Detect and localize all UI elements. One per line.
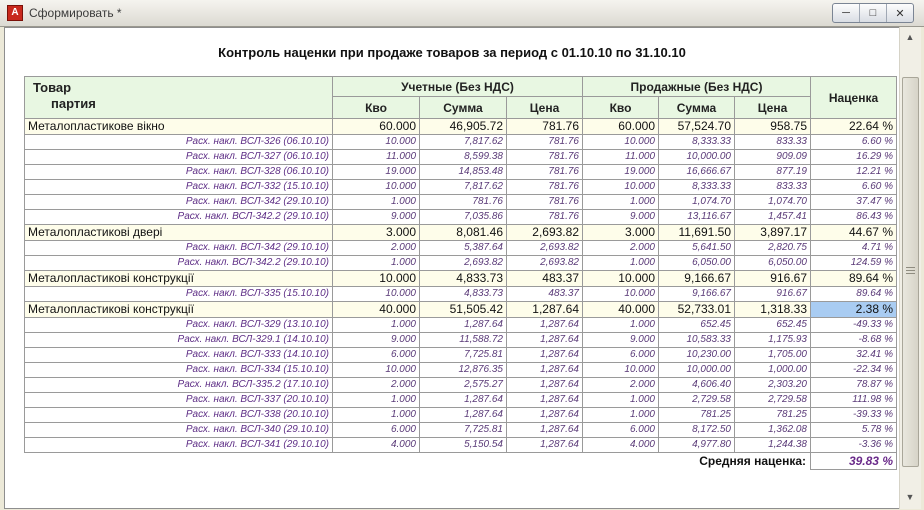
cell-sales-qty: 4.000 xyxy=(583,438,659,453)
cell-sales-price: 781.25 xyxy=(735,408,811,423)
cell-accounting-price: 1,287.64 xyxy=(507,408,583,423)
cell-sales-qty: 1.000 xyxy=(583,318,659,333)
cell-sales-price: 958.75 xyxy=(735,119,811,135)
cell-sales-price: 1,457.41 xyxy=(735,210,811,225)
cell-accounting-sum: 7,035.86 xyxy=(420,210,507,225)
minimize-icon: ─ xyxy=(842,7,850,19)
cell-name: Расх. накл. ВСЛ-329.1 (14.10.10) xyxy=(25,333,333,348)
cell-sales-sum: 6,050.00 xyxy=(659,256,735,271)
average-markup-label: Средняя наценка: xyxy=(699,454,806,469)
batch-row[interactable] xyxy=(25,135,897,150)
cell-markup: -39.33 % xyxy=(811,408,897,423)
cell-name: Расх. накл. ВСЛ-332 (15.10.10) xyxy=(25,180,333,195)
cell-sales-sum: 781.25 xyxy=(659,408,735,423)
cell-sales-sum: 1,074.70 xyxy=(659,195,735,210)
batch-row[interactable] xyxy=(25,195,897,210)
cell-accounting-sum: 7,817.62 xyxy=(420,135,507,150)
header-batch-label: партия xyxy=(51,96,96,111)
cell-markup: -22.34 % xyxy=(811,363,897,378)
window-controls xyxy=(832,3,914,23)
cell-sales-price: 909.09 xyxy=(735,150,811,165)
cell-sales-price: 916.67 xyxy=(735,287,811,302)
cell-accounting-price: 781.76 xyxy=(507,150,583,165)
cell-sales-price: 916.67 xyxy=(735,271,811,287)
header-sales-price: Цена xyxy=(735,97,811,119)
cell-accounting-qty: 1.000 xyxy=(333,393,420,408)
cell-accounting-qty: 1.000 xyxy=(333,408,420,423)
cell-sales-sum: 10,000.00 xyxy=(659,363,735,378)
close-button[interactable] xyxy=(887,4,913,22)
batch-row[interactable] xyxy=(25,393,897,408)
report-title: Контроль наценки при продаже товаров за период с 01.10.10 по 31.10.10 xyxy=(218,45,686,60)
cell-accounting-qty: 10.000 xyxy=(333,287,420,302)
scroll-down-icon[interactable]: ▼ xyxy=(905,492,915,502)
cell-name: Расх. накл. ВСЛ-334 (15.10.10) xyxy=(25,363,333,378)
cell-accounting-price: 1,287.64 xyxy=(507,333,583,348)
cell-accounting-sum: 8,081.46 xyxy=(420,225,507,241)
cell-sales-price: 2,729.58 xyxy=(735,393,811,408)
cell-sales-qty: 10.000 xyxy=(583,135,659,150)
cell-name: Расх. накл. ВСЛ-335 (15.10.10) xyxy=(25,287,333,302)
cell-name: Расх. накл. ВСЛ-335.2 (17.10.10) xyxy=(25,378,333,393)
cell-sales-qty: 1.000 xyxy=(583,408,659,423)
cell-sales-qty: 6.000 xyxy=(583,348,659,363)
cell-sales-qty: 40.000 xyxy=(583,302,659,318)
cell-accounting-qty: 9.000 xyxy=(333,333,420,348)
cell-accounting-qty: 60.000 xyxy=(333,119,420,135)
cell-sales-qty: 1.000 xyxy=(583,393,659,408)
cell-name: Металопластикові конструкції xyxy=(25,302,333,318)
cell-markup: 2.38 % xyxy=(811,302,897,318)
cell-accounting-qty: 19.000 xyxy=(333,165,420,180)
cell-accounting-qty: 6.000 xyxy=(333,348,420,363)
cell-sales-price: 3,897.17 xyxy=(735,225,811,241)
cell-accounting-sum: 46,905.72 xyxy=(420,119,507,135)
cell-sales-price: 833.33 xyxy=(735,135,811,150)
batch-row[interactable] xyxy=(25,423,897,438)
cell-accounting-price: 483.37 xyxy=(507,287,583,302)
cell-sales-price: 1,705.00 xyxy=(735,348,811,363)
product-group-row[interactable] xyxy=(25,302,897,318)
cell-sales-sum: 9,166.67 xyxy=(659,271,735,287)
cell-sales-price: 1,244.38 xyxy=(735,438,811,453)
header-sales-qty: Кво xyxy=(583,97,659,119)
batch-row[interactable] xyxy=(25,241,897,256)
cell-accounting-qty: 2.000 xyxy=(333,241,420,256)
cell-sales-qty: 9.000 xyxy=(583,210,659,225)
scrollbar-thumb[interactable] xyxy=(902,77,919,467)
cell-accounting-sum: 5,387.64 xyxy=(420,241,507,256)
cell-accounting-price: 1,287.64 xyxy=(507,348,583,363)
cell-accounting-price: 1,287.64 xyxy=(507,393,583,408)
cell-sales-sum: 4,606.40 xyxy=(659,378,735,393)
cell-sales-qty: 2.000 xyxy=(583,378,659,393)
cell-accounting-qty: 11.000 xyxy=(333,150,420,165)
cell-accounting-sum: 12,876.35 xyxy=(420,363,507,378)
cell-sales-price: 6,050.00 xyxy=(735,256,811,271)
cell-name: Расх. накл. ВСЛ-342 (29.10.10) xyxy=(25,195,333,210)
cell-accounting-price: 781.76 xyxy=(507,195,583,210)
cell-name: Расх. накл. ВСЛ-341 (29.10.10) xyxy=(25,438,333,453)
header-accounting-sum: Сумма xyxy=(420,97,507,119)
cell-sales-sum: 9,166.67 xyxy=(659,287,735,302)
thumb-grip xyxy=(906,270,915,271)
cell-accounting-price: 1,287.64 xyxy=(507,302,583,318)
cell-accounting-sum: 51,505.42 xyxy=(420,302,507,318)
cell-sales-sum: 57,524.70 xyxy=(659,119,735,135)
cell-markup: 6.60 % xyxy=(811,135,897,150)
thumb-grip xyxy=(906,273,915,274)
batch-row[interactable] xyxy=(25,438,897,453)
cell-sales-sum: 652.45 xyxy=(659,318,735,333)
product-group-row[interactable] xyxy=(25,271,897,287)
minimize-button[interactable] xyxy=(833,4,860,22)
cell-sales-price: 1,318.33 xyxy=(735,302,811,318)
batch-row[interactable] xyxy=(25,287,897,302)
cell-markup: 44.67 % xyxy=(811,225,897,241)
title-bar[interactable] xyxy=(0,0,924,27)
cell-sales-sum: 10,000.00 xyxy=(659,150,735,165)
cell-markup: 111.98 % xyxy=(811,393,897,408)
cell-accounting-sum: 8,599.38 xyxy=(420,150,507,165)
cell-accounting-sum: 7,817.62 xyxy=(420,180,507,195)
product-group-row[interactable] xyxy=(25,119,897,135)
cell-name: Расх. накл. ВСЛ-327 (06.10.10) xyxy=(25,150,333,165)
cell-sales-sum: 4,977.80 xyxy=(659,438,735,453)
cell-name: Расх. накл. ВСЛ-329 (13.10.10) xyxy=(25,318,333,333)
cell-sales-sum: 13,116.67 xyxy=(659,210,735,225)
cell-accounting-price: 781.76 xyxy=(507,135,583,150)
cell-sales-qty: 6.000 xyxy=(583,423,659,438)
cell-sales-sum: 8,172.50 xyxy=(659,423,735,438)
batch-row[interactable] xyxy=(25,363,897,378)
cell-accounting-sum: 7,725.81 xyxy=(420,348,507,363)
cell-accounting-qty: 1.000 xyxy=(333,256,420,271)
cell-sales-sum: 2,729.58 xyxy=(659,393,735,408)
cell-accounting-sum: 1,287.64 xyxy=(420,408,507,423)
cell-markup: 89.64 % xyxy=(811,287,897,302)
batch-row[interactable] xyxy=(25,165,897,180)
cell-name: Расх. накл. ВСЛ-328 (06.10.10) xyxy=(25,165,333,180)
cell-sales-qty: 10.000 xyxy=(583,271,659,287)
cell-sales-sum: 5,641.50 xyxy=(659,241,735,256)
cell-markup: -3.36 % xyxy=(811,438,897,453)
cell-sales-sum: 11,691.50 xyxy=(659,225,735,241)
batch-row[interactable] xyxy=(25,378,897,393)
cell-sales-price: 1,362.08 xyxy=(735,423,811,438)
cell-accounting-price: 1,287.64 xyxy=(507,438,583,453)
cell-sales-qty: 2.000 xyxy=(583,241,659,256)
cell-accounting-price: 2,693.82 xyxy=(507,225,583,241)
cell-accounting-qty: 10.000 xyxy=(333,363,420,378)
close-icon: ✕ xyxy=(895,7,905,20)
cell-accounting-qty: 1.000 xyxy=(333,195,420,210)
batch-row[interactable] xyxy=(25,210,897,225)
cell-accounting-sum: 4,833.73 xyxy=(420,271,507,287)
cell-markup: 124.59 % xyxy=(811,256,897,271)
cell-accounting-sum: 2,693.82 xyxy=(420,256,507,271)
vertical-scrollbar[interactable] xyxy=(899,27,921,509)
header-sales: Продажные (Без НДС) xyxy=(583,77,811,97)
cell-accounting-qty: 10.000 xyxy=(333,135,420,150)
cell-sales-price: 1,000.00 xyxy=(735,363,811,378)
cell-accounting-qty: 1.000 xyxy=(333,318,420,333)
cell-markup: -8.68 % xyxy=(811,333,897,348)
batch-row[interactable] xyxy=(25,150,897,165)
cell-sales-sum: 10,230.00 xyxy=(659,348,735,363)
cell-sales-qty: 10.000 xyxy=(583,363,659,378)
cell-sales-qty: 10.000 xyxy=(583,180,659,195)
cell-accounting-sum: 7,725.81 xyxy=(420,423,507,438)
cell-accounting-sum: 1,287.64 xyxy=(420,318,507,333)
header-sales-sum: Сумма xyxy=(659,97,735,119)
cell-sales-qty: 3.000 xyxy=(583,225,659,241)
cell-accounting-sum: 5,150.54 xyxy=(420,438,507,453)
cell-name: Расх. накл. ВСЛ-338 (20.10.10) xyxy=(25,408,333,423)
cell-accounting-price: 781.76 xyxy=(507,180,583,195)
cell-sales-sum: 16,666.67 xyxy=(659,165,735,180)
maximize-button[interactable] xyxy=(860,4,887,22)
cell-name: Расх. накл. ВСЛ-342 (29.10.10) xyxy=(25,241,333,256)
cell-name: Расх. накл. ВСЛ-326 (06.10.10) xyxy=(25,135,333,150)
cell-sales-price: 1,175.93 xyxy=(735,333,811,348)
header-product xyxy=(25,77,333,119)
cell-accounting-sum: 4,833.73 xyxy=(420,287,507,302)
cell-accounting-qty: 40.000 xyxy=(333,302,420,318)
scroll-up-icon[interactable]: ▲ xyxy=(905,32,915,42)
app-icon: А xyxy=(7,5,23,21)
cell-accounting-sum: 11,588.72 xyxy=(420,333,507,348)
cell-sales-qty: 1.000 xyxy=(583,256,659,271)
cell-accounting-qty: 3.000 xyxy=(333,225,420,241)
cell-markup: 89.64 % xyxy=(811,271,897,287)
cell-name: Металопластикові конструкції xyxy=(25,271,333,287)
cell-name: Металопластикові двері xyxy=(25,225,333,241)
cell-accounting-price: 781.76 xyxy=(507,119,583,135)
cell-sales-sum: 8,333.33 xyxy=(659,180,735,195)
report-area xyxy=(4,27,900,509)
header-accounting-qty: Кво xyxy=(333,97,420,119)
cell-accounting-qty: 2.000 xyxy=(333,378,420,393)
cell-markup: 6.60 % xyxy=(811,180,897,195)
cell-sales-qty: 11.000 xyxy=(583,150,659,165)
cell-accounting-price: 1,287.64 xyxy=(507,363,583,378)
cell-accounting-sum: 14,853.48 xyxy=(420,165,507,180)
cell-name: Расх. накл. ВСЛ-340 (29.10.10) xyxy=(25,423,333,438)
cell-accounting-qty: 6.000 xyxy=(333,423,420,438)
cell-markup: 5.78 % xyxy=(811,423,897,438)
header-product-label: Товар xyxy=(33,80,72,95)
cell-sales-price: 833.33 xyxy=(735,180,811,195)
cell-accounting-qty: 4.000 xyxy=(333,438,420,453)
cell-name: Металопластикове вікно xyxy=(25,119,333,135)
cell-markup: 78.87 % xyxy=(811,378,897,393)
cell-sales-sum: 10,583.33 xyxy=(659,333,735,348)
batch-row[interactable] xyxy=(25,408,897,423)
batch-row[interactable] xyxy=(25,348,897,363)
cell-sales-qty: 1.000 xyxy=(583,195,659,210)
cell-sales-price: 1,074.70 xyxy=(735,195,811,210)
maximize-icon: □ xyxy=(869,7,877,19)
cell-accounting-sum: 2,575.27 xyxy=(420,378,507,393)
cell-sales-price: 2,303.20 xyxy=(735,378,811,393)
cell-markup: 12.21 % xyxy=(811,165,897,180)
batch-row[interactable] xyxy=(25,180,897,195)
cell-accounting-price: 2,693.82 xyxy=(507,241,583,256)
header-markup: Наценка xyxy=(811,77,897,119)
thumb-grip xyxy=(906,267,915,268)
cell-markup: -49.33 % xyxy=(811,318,897,333)
cell-accounting-price: 1,287.64 xyxy=(507,423,583,438)
cell-sales-qty: 19.000 xyxy=(583,165,659,180)
batch-row[interactable] xyxy=(25,333,897,348)
header-accounting-price: Цена xyxy=(507,97,583,119)
cell-sales-price: 2,820.75 xyxy=(735,241,811,256)
cell-sales-price: 652.45 xyxy=(735,318,811,333)
cell-sales-qty: 10.000 xyxy=(583,287,659,302)
cell-accounting-price: 1,287.64 xyxy=(507,318,583,333)
cell-markup: 37.47 % xyxy=(811,195,897,210)
cell-accounting-qty: 10.000 xyxy=(333,271,420,287)
cell-accounting-price: 483.37 xyxy=(507,271,583,287)
cell-accounting-qty: 10.000 xyxy=(333,180,420,195)
cell-accounting-price: 781.76 xyxy=(507,165,583,180)
cell-name: Расх. накл. ВСЛ-333 (14.10.10) xyxy=(25,348,333,363)
cell-name: Расх. накл. ВСЛ-337 (20.10.10) xyxy=(25,393,333,408)
batch-row[interactable] xyxy=(25,318,897,333)
cell-accounting-sum: 1,287.64 xyxy=(420,393,507,408)
cell-markup: 86.43 % xyxy=(811,210,897,225)
cell-accounting-sum: 781.76 xyxy=(420,195,507,210)
markup-report-table xyxy=(24,76,897,470)
cell-markup: 32.41 % xyxy=(811,348,897,363)
cell-accounting-price: 2,693.82 xyxy=(507,256,583,271)
cell-markup: 4.71 % xyxy=(811,241,897,256)
cell-sales-qty: 9.000 xyxy=(583,333,659,348)
batch-row[interactable] xyxy=(25,256,897,271)
cell-sales-price: 877.19 xyxy=(735,165,811,180)
product-group-row[interactable] xyxy=(25,225,897,241)
cell-name: Расх. накл. ВСЛ-342.2 (29.10.10) xyxy=(25,256,333,271)
average-markup-value: 39.83 % xyxy=(811,453,897,470)
cell-sales-qty: 60.000 xyxy=(583,119,659,135)
header-accounting: Учетные (Без НДС) xyxy=(333,77,583,97)
cell-accounting-price: 781.76 xyxy=(507,210,583,225)
cell-sales-sum: 52,733.01 xyxy=(659,302,735,318)
cell-markup: 16.29 % xyxy=(811,150,897,165)
cell-sales-sum: 8,333.33 xyxy=(659,135,735,150)
cell-markup: 22.64 % xyxy=(811,119,897,135)
cell-accounting-price: 1,287.64 xyxy=(507,378,583,393)
window-title: Сформировать * xyxy=(29,6,122,20)
cell-name: Расх. накл. ВСЛ-342.2 (29.10.10) xyxy=(25,210,333,225)
cell-accounting-qty: 9.000 xyxy=(333,210,420,225)
